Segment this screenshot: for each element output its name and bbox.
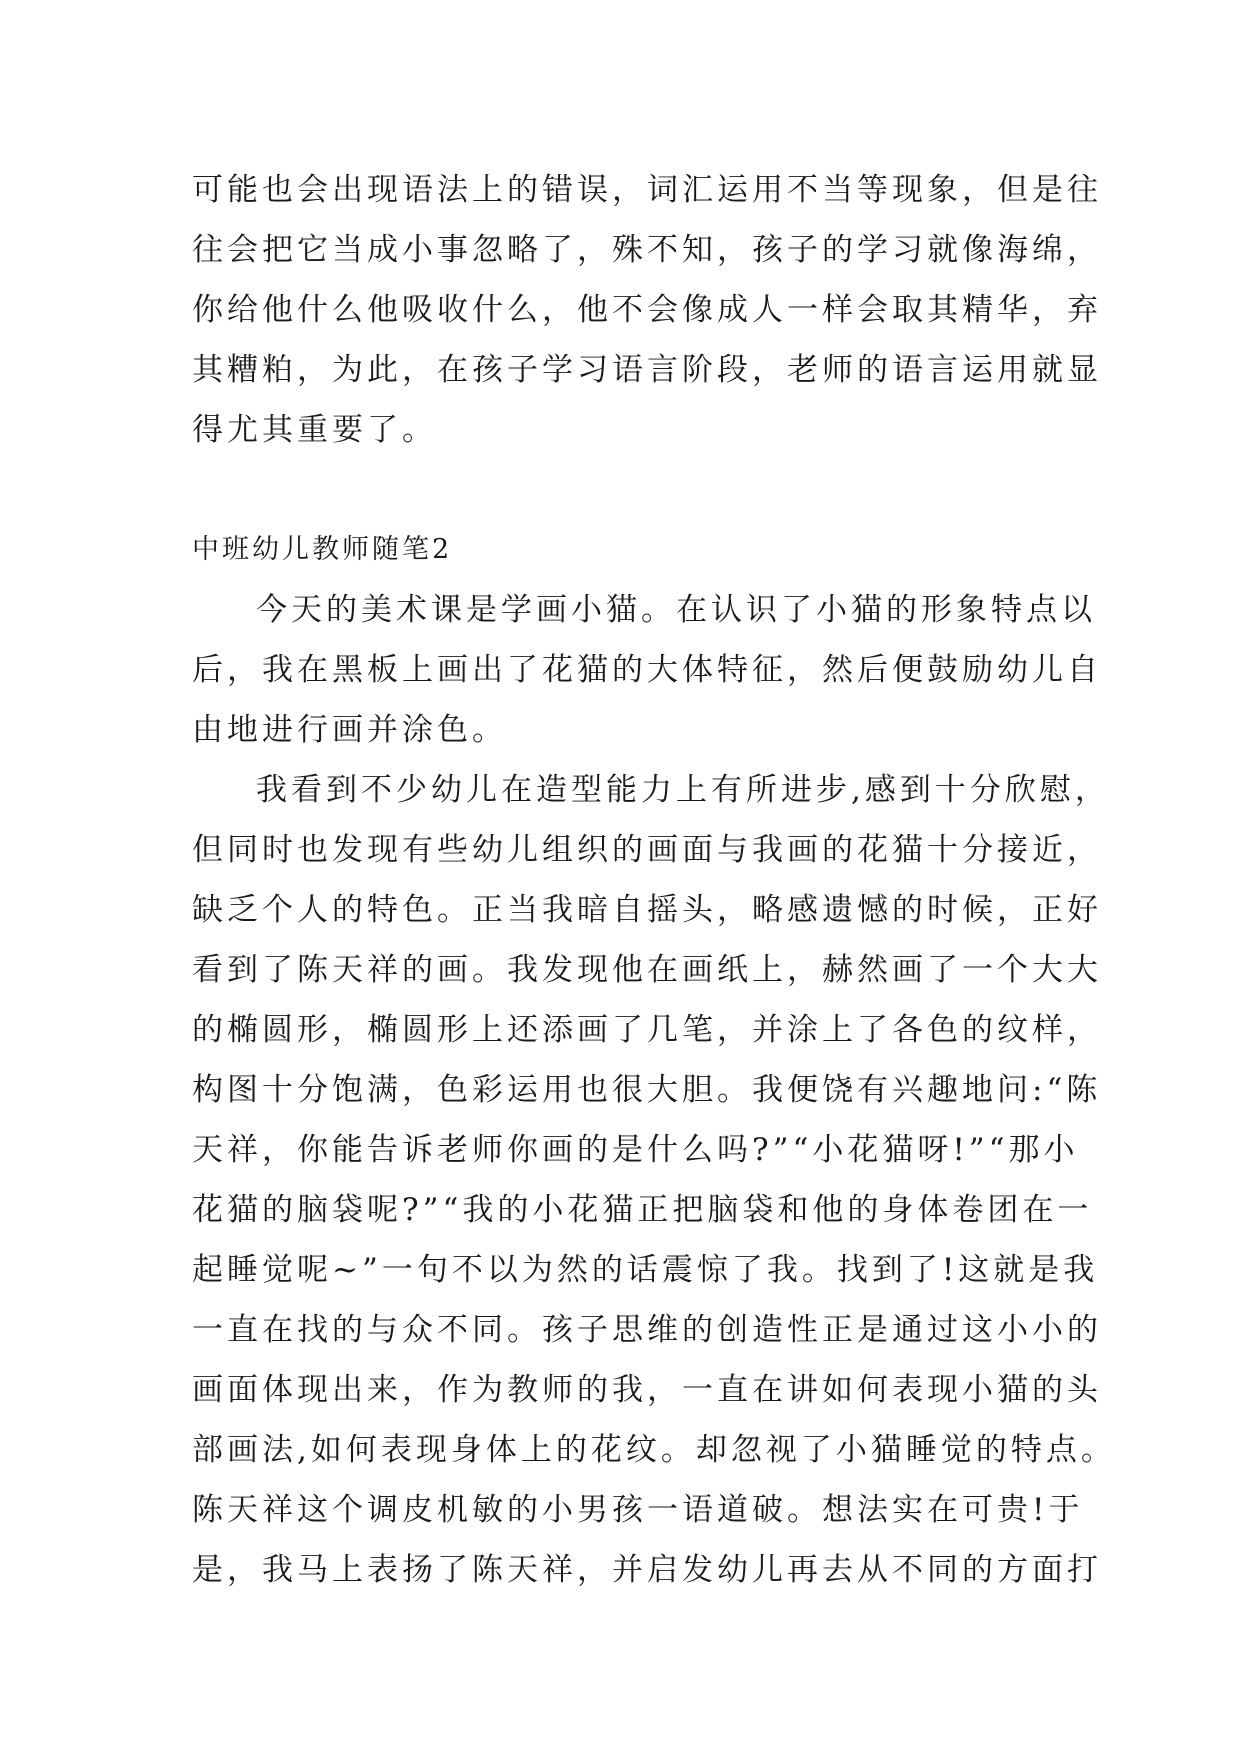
text-line: 画面体现出来，作为教师的我，一直在讲如何表现小猫的头: [192, 1372, 1102, 1408]
text-line: 往会把它当成小事忽略了，殊不知，孩子的学习就像海绵，: [192, 232, 1102, 268]
text-line: 起睡觉呢~”一句不以为然的话震惊了我。找到了!这就是我: [192, 1252, 1099, 1288]
text-line: 部画法,如何表现身体上的花纹。却忽视了小猫睡觉的特点。: [192, 1432, 1116, 1468]
text-line: 我看到不少幼儿在造型能力上有所进步,感到十分欣慰，: [256, 772, 1110, 808]
text-line: 由地进行画并涂色。: [192, 712, 507, 748]
section-heading: 中班幼儿教师随笔2: [192, 534, 453, 565]
document-page: [192, 160, 1116, 1600]
text-line: 但同时也发现有些幼儿组织的画面与我画的花猫十分接近，: [192, 832, 1102, 868]
text-line: 今天的美术课是学画小猫。在认识了小猫的形象特点以: [256, 592, 1096, 628]
text-line: 一直在找的与众不同。孩子思维的创造性正是通过这小小的: [192, 1312, 1102, 1348]
paragraph-1: [192, 580, 1102, 760]
text-line: 缺乏个人的特色。正当我暗自摇头，略感遗憾的时候，正好: [192, 892, 1102, 928]
text-line: 的椭圆形，椭圆形上还添画了几笔，并涂上了各色的纹样，: [192, 1012, 1102, 1048]
text-line: 花猫的脑袋呢?”“我的小花猫正把脑袋和他的身体卷团在一: [192, 1192, 1093, 1228]
paragraph-2: [192, 760, 1116, 1600]
text-line: 你给他什么他吸收什么，他不会像成人一样会取其精华，弃: [192, 292, 1102, 328]
text-line: 看到了陈天祥的画。我发现他在画纸上，赫然画了一个大大: [192, 952, 1102, 988]
text-line: 得尤其重要了。: [192, 412, 437, 448]
text-line: 可能也会出现语法上的错误，词汇运用不当等现象，但是往: [192, 172, 1102, 208]
text-line: 构图十分饱满，色彩运用也很大胆。我便饶有兴趣地问:“陈: [192, 1072, 1102, 1108]
text-line: 天祥，你能告诉老师你画的是什么吗?”“小花猫呀!”“那小: [192, 1132, 1079, 1168]
text-line: 是，我马上表扬了陈天祥，并启发幼儿再去从不同的方面打: [192, 1552, 1102, 1588]
text-line: 陈天祥这个调皮机敏的小男孩一语道破。想法实在可贵!于: [192, 1492, 1084, 1528]
paragraph-continuation: [192, 160, 1102, 460]
text-line: 后，我在黑板上画出了花猫的大体特征，然后便鼓励幼儿自: [192, 652, 1102, 688]
text-line: 其糟粕，为此，在孩子学习语言阶段，老师的语言运用就显: [192, 352, 1102, 388]
